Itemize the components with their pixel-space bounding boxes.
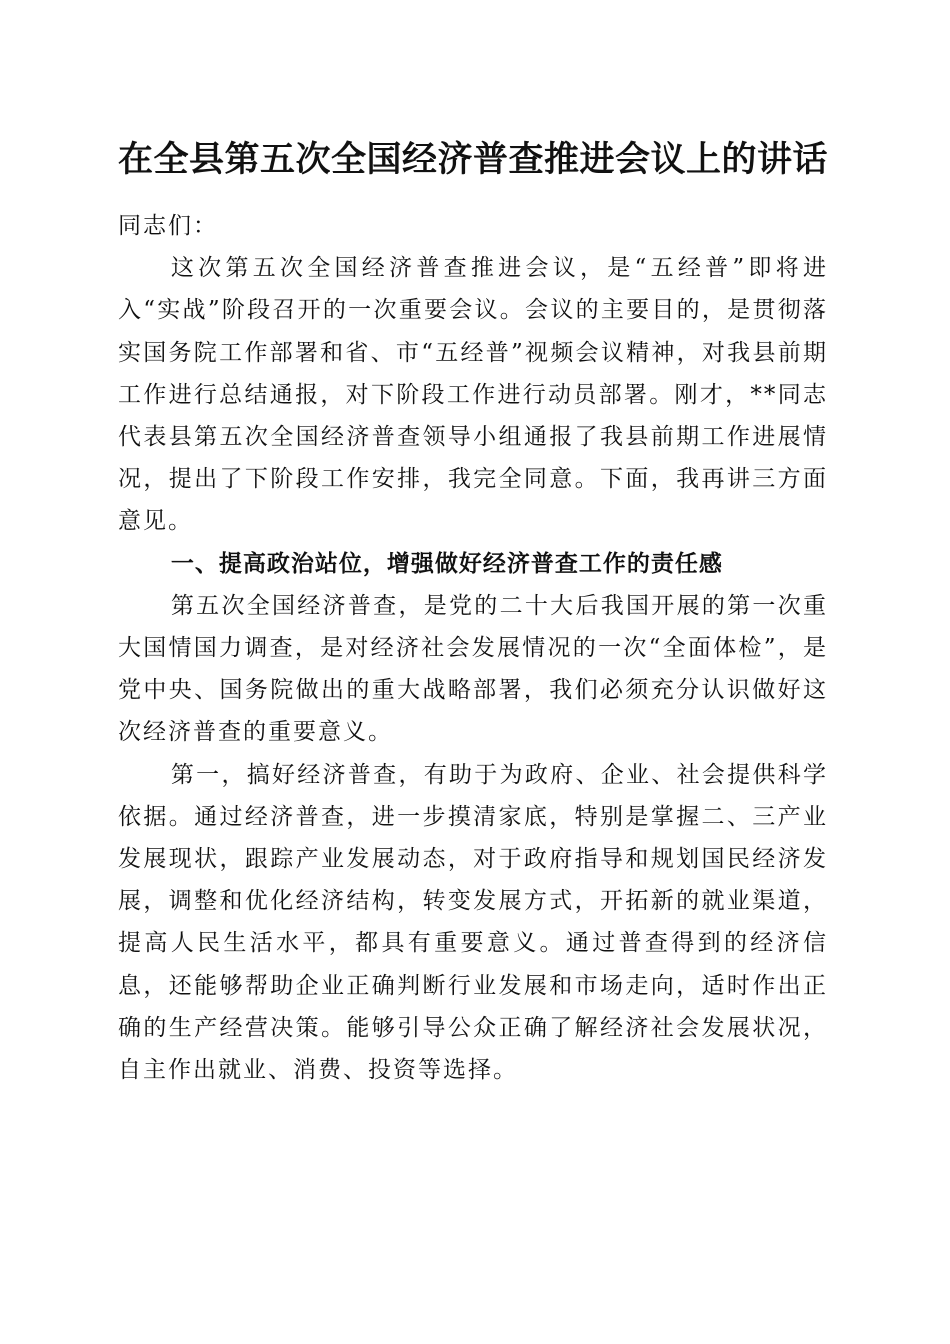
paragraph-section-1-point-1: 第一，搞好经济普查，有助于为政府、企业、社会提供科学依据。通过经济普查，进一步摸清家底，特别是掌握二、三产业发展现状，跟踪产业发展动态，对于政府指导和规划国民经济发展，调整和优化经济结构，转变发展方式，开拓新的就业渠道，提高人民生活水平，都具有重要意义。通过普查得到的经济信息，还能够帮助企业正确判断行业发展和市场走向，适时作出正确的生产经营决策。能够引导公众正确了解经济社会发展状况，自主作出就业、消费、投资等选择。 [118, 761, 828, 1084]
document-body [118, 205, 828, 1091]
paragraph-opening: 这次第五次全国经济普查推进会议，是“五经普”即将进入“实战”阶段召开的一次重要会议。会议的主要目的，是贯彻落实国务院工作部署和省、市“五经普”视频会议精神，对我县前期工作进行总结通报，对下阶段工作进行动员部署。刚才，**同志代表县第五次全国经济普查领导小组通报了我县前期工作进展情况，提出了下阶段工作安排，我完全同意。下面，我再讲三方面意见。 [118, 255, 828, 535]
salutation: 同志们： [118, 213, 218, 239]
paragraph-section-1-intro: 第五次全国经济普查，是党的二十大后我国开展的第一次重大国情国力调查，是对经济社会发展情况的一次“全面体检”，是党中央、国务院做出的重大战略部署，我们必须充分认识做好这次经济普查的重要意义。 [118, 592, 828, 746]
section-heading-1: 一、提高政治站位，增强做好经济普查工作的责任感 [170, 549, 723, 577]
document-title: 在全县第五次全国经济普查推进会议上的讲话 [118, 139, 829, 180]
